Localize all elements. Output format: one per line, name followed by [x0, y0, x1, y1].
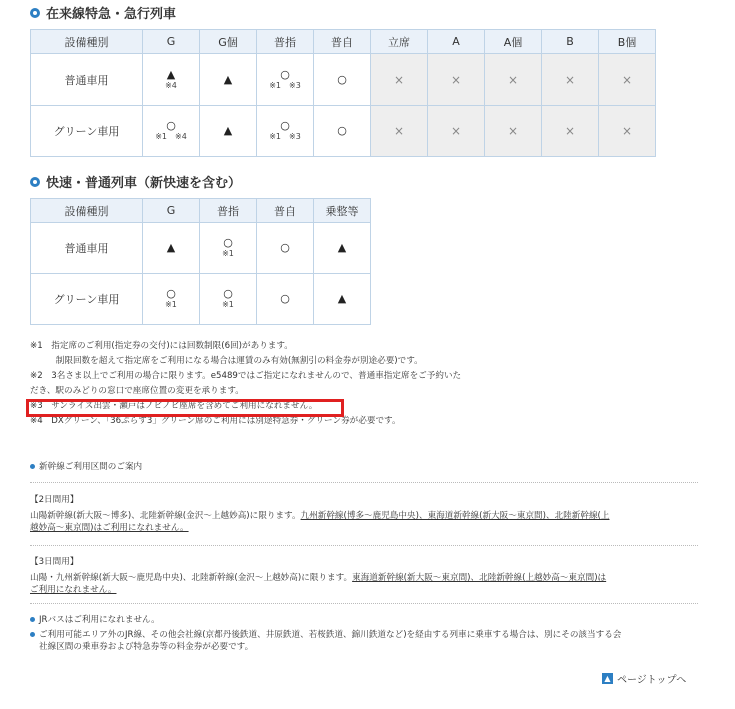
shinkansen-link[interactable]: 新幹線ご利用区間のご案内	[39, 462, 143, 472]
table-cell: ×	[428, 106, 485, 157]
table-cell	[257, 223, 314, 274]
header-cell: 普自	[257, 199, 314, 223]
availability-mark: ▲	[166, 241, 176, 254]
cell-note: ※1 ※3	[269, 132, 301, 141]
header-cell: G	[143, 199, 200, 223]
cell-note: ※1	[222, 249, 234, 258]
row-label: 普通車用	[31, 54, 143, 106]
table-header-row	[31, 30, 656, 54]
header-cell: 普自	[314, 30, 371, 54]
table-row	[31, 274, 371, 325]
row-label: グリーン車用	[31, 274, 143, 325]
table-cell: ×	[485, 106, 542, 157]
restriction-link-cont[interactable]: ご利用になれません。	[30, 585, 117, 595]
table-cell: ×	[485, 54, 542, 106]
page-top-label: ページトップへ	[617, 675, 687, 686]
availability-mark: ▲	[166, 67, 176, 81]
footnote-1: ※1 指定席のご利用(指定券の交付)には回数制限(6回)があります。	[30, 341, 293, 351]
arrow-up-icon: ▲	[602, 673, 613, 684]
restriction-link[interactable]: 東海道新幹線(新大阪～東京間)、北陸新幹線(上越妙高～東京間)は	[352, 573, 607, 583]
list-item	[30, 629, 720, 641]
footnote-4: ※4 DXグリーン、「36ぷらす3」グリーン席のご利用には別途特急券・グリーン券が必要です。	[30, 416, 401, 426]
table-cell	[143, 223, 200, 274]
table-cell: ×	[428, 54, 485, 106]
list-item-cont: 社線区間の乗車券および特急券等の料金券が必要です。	[39, 642, 254, 652]
three-day-pass-block	[30, 556, 710, 596]
cell-note: ※1	[165, 300, 177, 309]
header-cell: 普指	[200, 199, 257, 223]
list-item-text: ご利用可能エリア外のJR線、その他会社線(京都丹後鉄道、井原鉄道、若桜鉄道、錦川鉄道など)を経由する列車に乗車する場合は、別にその該当する会	[39, 630, 622, 640]
divider	[30, 603, 698, 604]
header-cell: A	[428, 30, 485, 54]
page-top-link[interactable]	[602, 671, 686, 686]
header-cell: 立席	[371, 30, 428, 54]
availability-mark: ○	[166, 119, 176, 132]
bullet-icon	[30, 464, 35, 469]
table-cell	[257, 54, 314, 106]
table-cell	[257, 106, 314, 157]
availability-mark: ○	[280, 119, 290, 132]
row-label: グリーン車用	[31, 106, 143, 157]
seat-table-limited-express	[30, 29, 656, 157]
availability-mark: ▲	[223, 72, 233, 86]
table-cell	[200, 274, 257, 325]
list-item-text: JRバスはご利用になれません。	[39, 615, 160, 625]
table-cell: ×	[371, 54, 428, 106]
availability-mark: ○	[223, 287, 233, 300]
availability-mark: ▲	[337, 241, 347, 254]
table-row	[31, 54, 656, 106]
block-text: 山陽・九州新幹線(新大阪～鹿児島中央)、北陸新幹線(金沢～上越妙高)に限ります。	[30, 573, 353, 583]
header-cell: 普指	[257, 30, 314, 54]
shinkansen-link-row	[30, 461, 142, 473]
two-day-pass-block	[30, 494, 710, 534]
table-cell	[143, 54, 200, 106]
table-cell	[257, 274, 314, 325]
table-cell: ×	[542, 106, 599, 157]
highlight-box	[26, 399, 344, 417]
table-cell	[314, 223, 371, 274]
footnote-2: ※2 3名さま以上でご利用の場合に限ります。e5489ではご指定になれませんので、普通車指定席をご予約いた	[30, 371, 462, 381]
availability-mark: ○	[337, 124, 347, 137]
block-heading: 【3日間用】	[30, 557, 79, 567]
list-item	[30, 614, 720, 626]
table-cell: ×	[599, 54, 656, 106]
table-header-row	[31, 199, 371, 223]
availability-mark: ○	[280, 67, 290, 81]
availability-mark: ○	[223, 236, 233, 249]
table-cell	[143, 106, 200, 157]
header-cell: A個	[485, 30, 542, 54]
table-cell	[200, 106, 257, 157]
footnote-3: ※3 サンライズ出雲・瀬戸はノビノビ座席を含めてご利用になれません。	[30, 401, 318, 411]
header-cell: B個	[599, 30, 656, 54]
block-text: 山陽新幹線(新大阪～博多)、北陸新幹線(金沢～上越妙高)に限ります。	[30, 511, 301, 521]
footnote-2-cont: だき、駅のみどりの窓口で座席位置の変更を承ります。	[30, 386, 244, 396]
restriction-link-cont[interactable]: 越妙高～東京間)はご利用になれません。	[30, 523, 189, 533]
cell-note: ※1 ※3	[269, 80, 301, 90]
footnote-1-cont: 制限回数を超えて指定席をご利用になる場合は運賃のみ有効(無割引の料金券が別途必要)です。	[30, 356, 423, 366]
table-cell	[314, 274, 371, 325]
notes-list	[30, 614, 720, 653]
availability-mark: ○	[337, 72, 347, 86]
cell-note: ※1	[222, 300, 234, 309]
cell-note: ※4	[165, 80, 177, 90]
section-title: 在来線特急・急行列車	[46, 7, 177, 22]
availability-mark: ○	[166, 287, 176, 300]
bullet-icon	[30, 617, 35, 622]
table-cell: ×	[542, 54, 599, 106]
table-cell	[200, 54, 257, 106]
header-cell: B	[542, 30, 599, 54]
bullet-icon	[30, 632, 35, 637]
availability-mark: ○	[280, 241, 290, 254]
table-cell	[200, 223, 257, 274]
section-heading-limited-express	[30, 3, 176, 22]
header-cell: G個	[200, 30, 257, 54]
header-cell: 設備種別	[31, 30, 143, 54]
table-cell	[314, 54, 371, 106]
table-row	[31, 106, 656, 157]
table-cell: ×	[599, 106, 656, 157]
availability-mark: ○	[280, 292, 290, 305]
header-cell: G	[143, 30, 200, 54]
section-heading-rapid	[30, 172, 241, 191]
section-bullet-icon	[30, 8, 40, 18]
block-heading: 【2日間用】	[30, 495, 79, 505]
availability-mark: ▲	[223, 124, 233, 137]
table-row	[31, 223, 371, 274]
cell-note: ※1 ※4	[155, 132, 187, 141]
divider	[30, 482, 698, 483]
seat-table-rapid	[30, 198, 371, 325]
header-cell: 乗整等	[314, 199, 371, 223]
row-label: 普通車用	[31, 223, 143, 274]
section-title: 快速・普通列車（新快速を含む）	[46, 176, 242, 191]
section-bullet-icon	[30, 177, 40, 187]
header-cell: 設備種別	[31, 199, 143, 223]
restriction-link[interactable]: 九州新幹線(博多～鹿児島中央)、東海道新幹線(新大阪～東京間)、北陸新幹線(上	[300, 511, 610, 521]
table-cell: ×	[371, 106, 428, 157]
table-cell	[143, 274, 200, 325]
availability-mark: ▲	[337, 292, 347, 305]
divider	[30, 545, 698, 546]
table-cell	[314, 106, 371, 157]
